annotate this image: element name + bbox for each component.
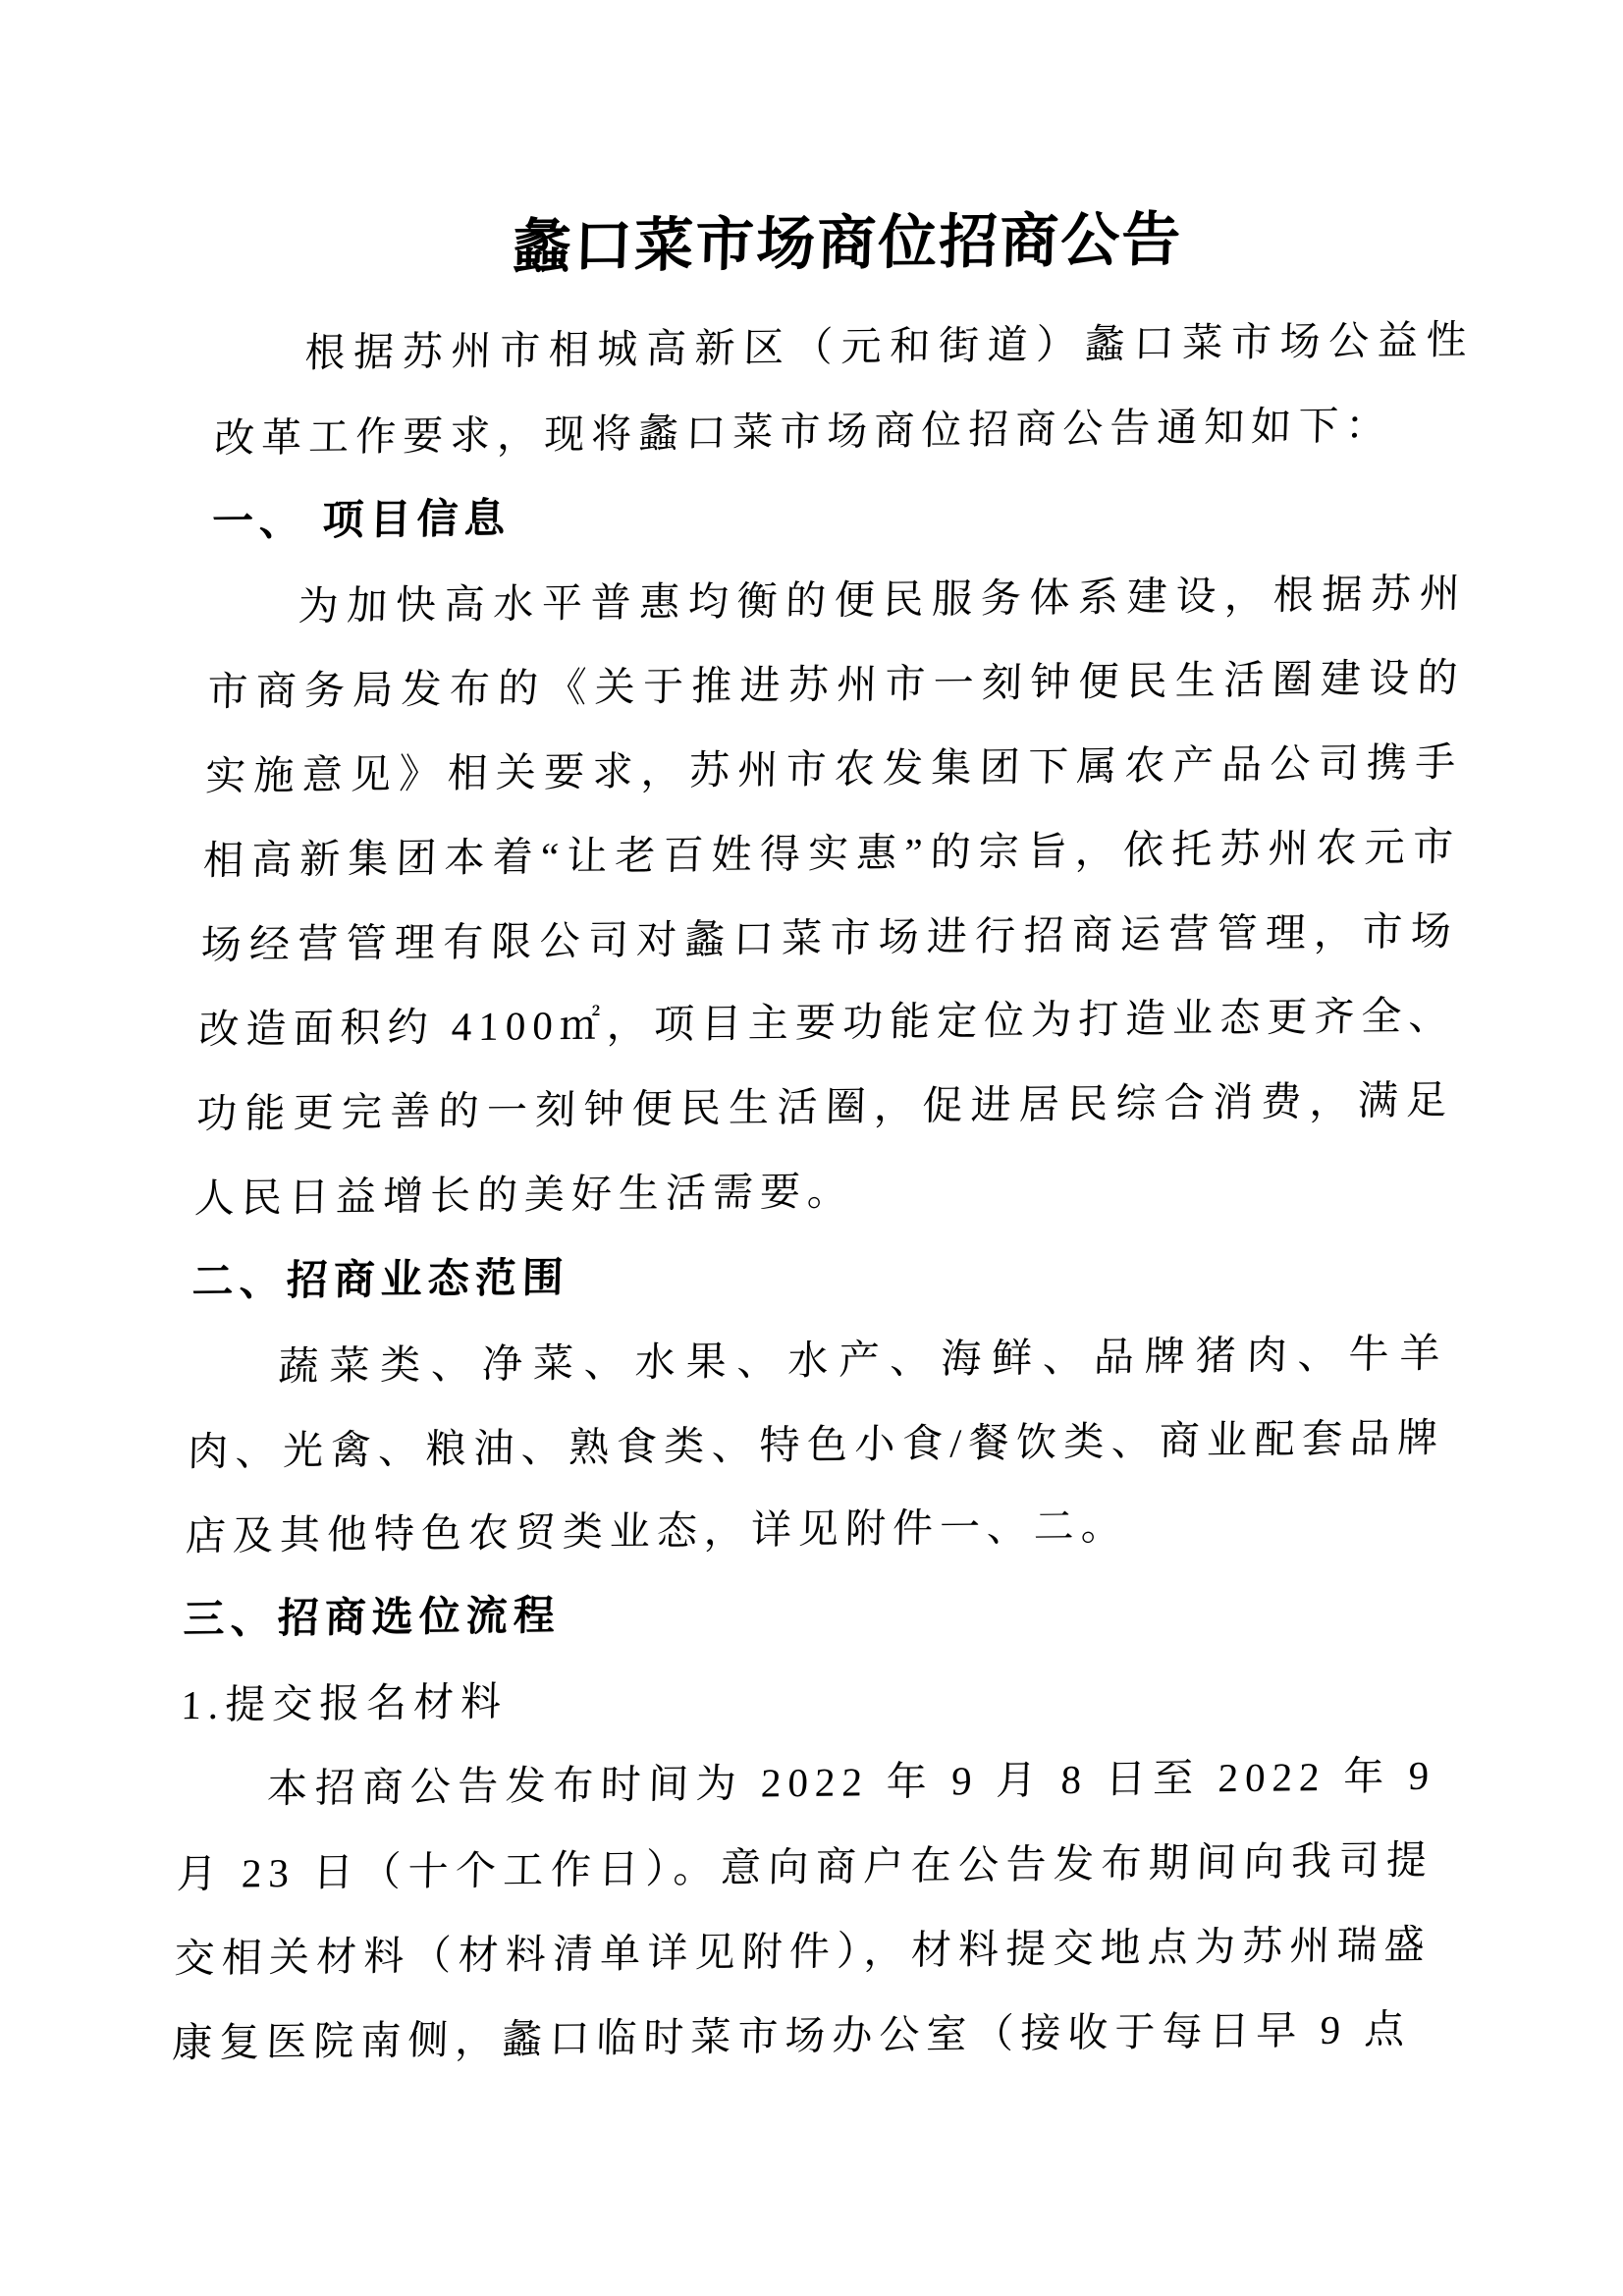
section-body-business-scope: 蔬菜类、净菜、水果、水产、海鲜、品牌猪肉、牛羊肉、光禽、粮油、熟食类、特色小食/餐饮类、商业配套品牌店及其他特色农贸类业态，详见附件一、二。 (185, 1330, 1448, 1559)
document-title: 蠡口菜市场商位招商公告 (512, 207, 1184, 280)
section-body-project-info: 为加快高水平普惠均衡的便民服务体系建设，根据苏州市商务局发布的《关于推进苏州市一刻钟便民生活圈建设的实施意见》相关要求，苏州市农发集团下属农产品公司携手相高新集团本着“让老百姓得实惠”的宗旨，依托苏州农元市场经营管理有限公司对蠡口菜市场进行招商运营管理，市场改造面积约 4100㎡，项目主要功能定位为打造业态更齐全、功能更完善的一刻钟便民生活圈，促进居民综合消费，满足人民日益增长的美好生活需要。 (193, 570, 1468, 1222)
document-content (171, 0, 1482, 2085)
section-heading-business-scope: 二、招商业态范围 (191, 1255, 570, 1306)
section-heading-selection-process: 三、招商选位流程 (183, 1593, 562, 1644)
section-body-announcement-period: 本招商公告发布时间为 2022 年 9 月 8 日至 2022 年 9 月 23 日（十个工作日）。意向商户在公告发布期间向我司提交相关材料（材料清单详见附件），材料提交地点为苏州瑞盛康复医院南侧，蠡口临时菜市场办公室（接收于每日早 9 点 (171, 1752, 1436, 2066)
step-1-subheading: 1.提交报名材料 (180, 1678, 509, 1728)
section-heading-project-info: 一、 项目信息 (211, 496, 513, 546)
intro-paragraph: 根据苏州市相城高新区（元和街道）蠡口菜市场公益性改革工作要求，现将蠡口菜市场商位招商公告通知如下： (213, 316, 1475, 462)
